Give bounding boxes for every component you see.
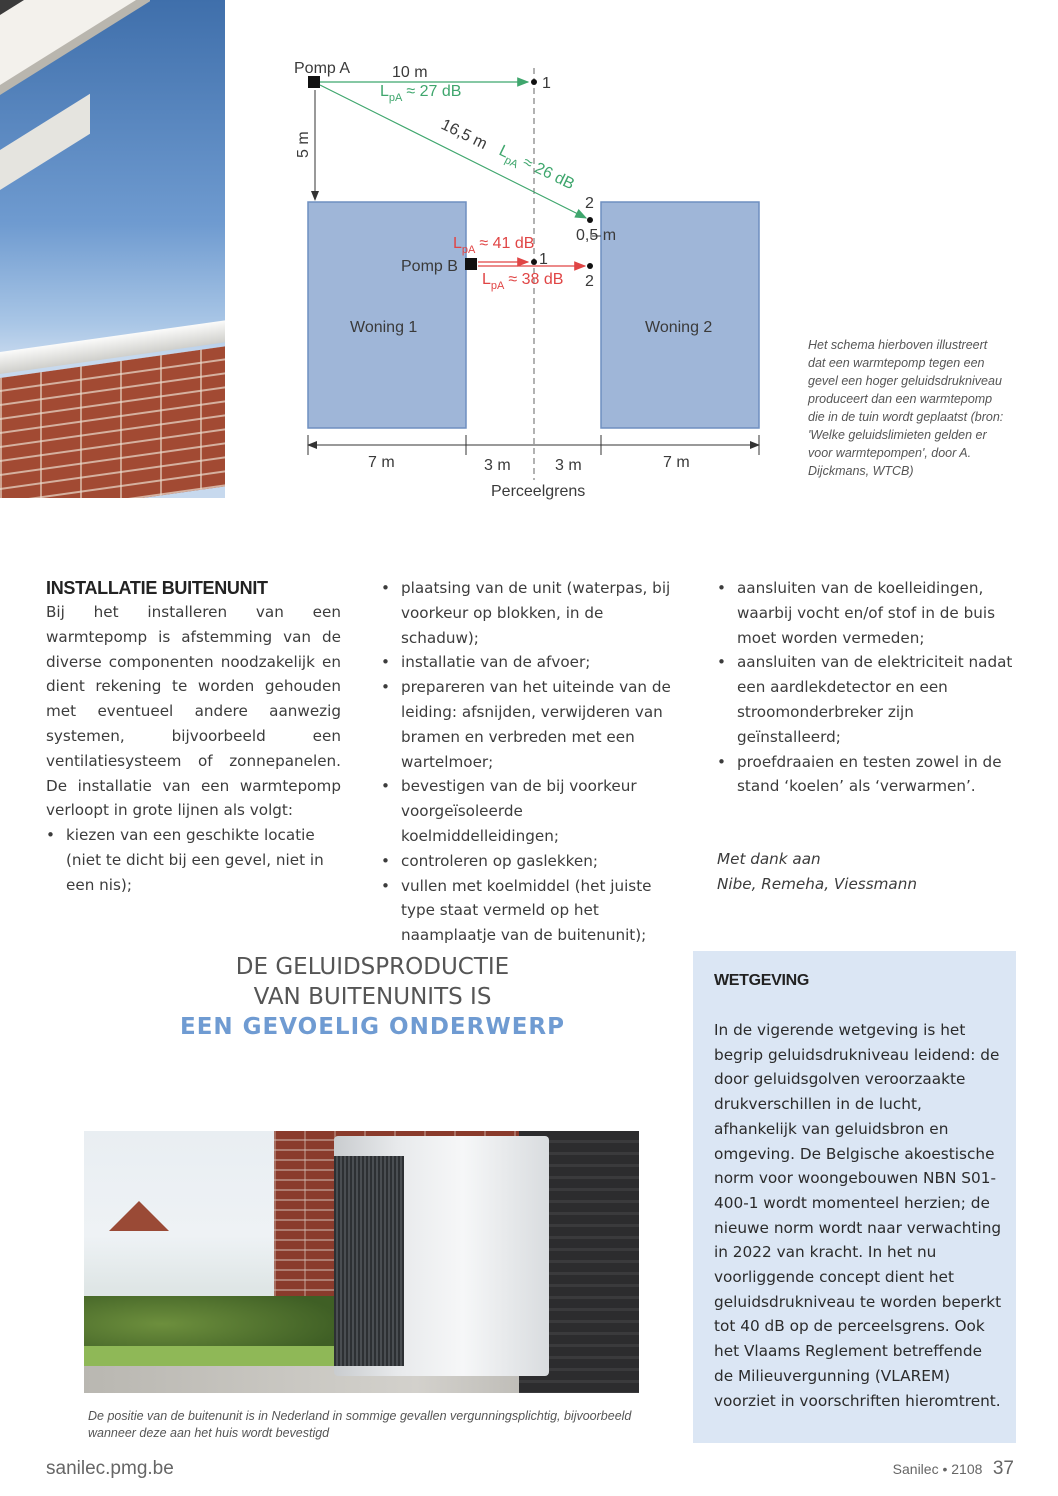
pull-quote-line-1: DE GELUIDSPRODUCTIE bbox=[235, 954, 510, 980]
diagram-caption: Het schema hierboven illustreert dat een warmtepomp tegen een gevel een hoger geluidsdrukniveau produceert dan een warmtepomp die in de tuin wordt geplaatst (bron: 'Welke geluidslimieten gelden er voor warmtepompen', door A. Dijckmans, WTCB) bbox=[808, 338, 1004, 478]
pump-a-marker bbox=[308, 76, 320, 88]
dim-7m-right-label: 7 m bbox=[663, 454, 690, 471]
point-b-1 bbox=[531, 259, 537, 265]
point-a-2-label: 2 bbox=[585, 195, 594, 212]
list-item: • installatie van de afvoer; bbox=[381, 650, 676, 675]
article-column-2 bbox=[381, 576, 676, 948]
facade-wall bbox=[0, 94, 90, 190]
point-a-2 bbox=[587, 217, 593, 223]
article-intro: Bij het installeren van een warmtepomp is afstemming van de diverse componenten noodzakelijk en dient rekening te worden gehouden met eventueel andere aanwezig systemen, bijvoorbeeld een ventilatiesysteem of zonnepanelen. De installatie van een warmtepomp verloopt in grote lijnen als volgt: bbox=[46, 603, 341, 820]
point-b-2 bbox=[587, 263, 593, 269]
vertical-5m-label: 5 m bbox=[295, 131, 312, 158]
boundary-label: Perceelgrens bbox=[491, 483, 586, 500]
legislation-body: In de vigerende wetgeving is het begrip geluidsdrukniveau leidend: de door geluidsgolven veroorzaakte drukverschillen in de lucht, afhankelijk van geluidsbron en omgeving. De Belgische akoestische norm voor woongebouwen NBN S01-400-1 wordt momenteel herzien; de nieuwe norm wordt naar verwachting in 2022 van kracht. In het nu voorliggende concept dient het geluidsdrukniveau te worden beperkt tot 40 dB op de perceelsgrens. Ook het Vlaams Reglement betreffende de Milieuvergunning (VLAREM) voorziet in voorschriften hieromtrent. bbox=[714, 1021, 1002, 1410]
point-b-1-label: 1 bbox=[539, 251, 548, 268]
steps-list-3 bbox=[717, 576, 1017, 799]
path-a-2 bbox=[320, 85, 586, 218]
woning-1-label: Woning 1 bbox=[350, 319, 418, 336]
dim-3m-left-label: 3 m bbox=[484, 457, 511, 474]
dim-3m-right-label: 3 m bbox=[555, 457, 582, 474]
legislation-box bbox=[693, 951, 1016, 1443]
list-item: • aansluiten van de koelleidingen, waarbij vocht en/of stof in de buis moet worden vermeden; bbox=[717, 576, 1017, 650]
list-item: • prepareren van het uiteinde van de leiding: afsnijden, verwijderen van bramen en verbreden met een wartelmoer; bbox=[381, 675, 676, 774]
list-item: • kiezen van een geschikte locatie (niet te dicht bij een gevel, niet in een nis); bbox=[46, 823, 341, 897]
woning-2-label: Woning 2 bbox=[645, 319, 713, 336]
house-1-shape bbox=[308, 202, 466, 428]
photo-caption: De positie van de buitenunit is in Nederland in sommige gevallen vergunningsplichtig, bijvoorbeeld wanneer deze aan het huis wordt bevestigd bbox=[88, 1409, 632, 1440]
pull-quote bbox=[120, 952, 625, 1042]
point-b-2-label: 2 bbox=[585, 273, 594, 290]
garden-house-roof bbox=[109, 1201, 169, 1231]
list-item: • controleren op gaslekken; bbox=[381, 849, 676, 874]
list-item: • vullen met koelmiddel (het juiste type staat vermeld op het naamplaatje van de buitenunit); bbox=[381, 874, 676, 948]
steps-list-2 bbox=[381, 576, 676, 948]
list-item: • bevestigen van de bij voorkeur voorgeïsoleerde koelmiddelleidingen; bbox=[381, 774, 676, 848]
distance-a-1-label: 10 m bbox=[392, 64, 428, 81]
page-number: 37 bbox=[992, 1458, 1014, 1479]
article-column-3 bbox=[717, 576, 1017, 897]
thanks-line-2: Nibe, Remeha, Viessmann bbox=[717, 874, 917, 893]
house-facade-photo bbox=[0, 0, 225, 498]
acknowledgements bbox=[717, 847, 1017, 897]
lpa-a-2-label: $L_{pA}\approx 26$ dB bbox=[496, 142, 577, 194]
pump-a-label: Pomp A bbox=[294, 60, 351, 77]
pull-quote-line-2: VAN BUITENUNITS IS bbox=[253, 984, 492, 1010]
footer-url[interactable]: sanilec.pmg.be bbox=[46, 1458, 174, 1479]
list-item: • aansluiten van de elektriciteit nadat een aardlekdetector en een stroomonderbreker zijn geïnstalleerd; bbox=[717, 650, 1017, 749]
point-a-1-label: 1 bbox=[542, 75, 551, 92]
roof-overhang bbox=[0, 0, 150, 110]
house-2-shape bbox=[601, 202, 759, 428]
legislation-heading: WETGEVING bbox=[714, 972, 810, 989]
pump-b-label: Pomp B bbox=[401, 258, 458, 275]
heat-pump-photo bbox=[84, 1131, 639, 1393]
article-column-1 bbox=[46, 576, 341, 898]
outdoor-unit bbox=[334, 1136, 549, 1376]
distance-a-2-label: 16,5 m bbox=[438, 116, 490, 154]
noise-diagram bbox=[260, 40, 800, 520]
point-a-1 bbox=[531, 79, 537, 85]
lpa-b-2-label: $L_{pA} \approx 38$ dB bbox=[482, 271, 564, 292]
steps-list-1 bbox=[46, 823, 341, 897]
fan-grille bbox=[334, 1156, 404, 1366]
lpa-b-1-label: $L_{pA} \approx 41$ dB bbox=[453, 235, 535, 256]
footer-meta bbox=[893, 1458, 1014, 1480]
list-item: • plaatsing van de unit (waterpas, bij voorkeur op blokken, in de schaduw); bbox=[381, 576, 676, 650]
offset-label: 0,5 m bbox=[576, 227, 617, 244]
pump-b-marker bbox=[465, 258, 477, 270]
list-item: • proefdraaien en testen zowel in de stand ‘koelen’ als ‘verwarmen’. bbox=[717, 750, 1017, 800]
article-heading: INSTALLATIE BUITENUNIT bbox=[46, 578, 268, 598]
pull-quote-highlight: EEN GEVOELIG ONDERWERP bbox=[180, 1014, 565, 1040]
lpa-a-1-label: $L_{pA} \approx 27$ dB bbox=[380, 83, 462, 104]
dim-7m-left-label: 7 m bbox=[368, 454, 395, 471]
thanks-line-1: Met dank aan bbox=[717, 850, 821, 869]
magazine-issue: Sanilec • 2108 bbox=[892, 1461, 983, 1477]
